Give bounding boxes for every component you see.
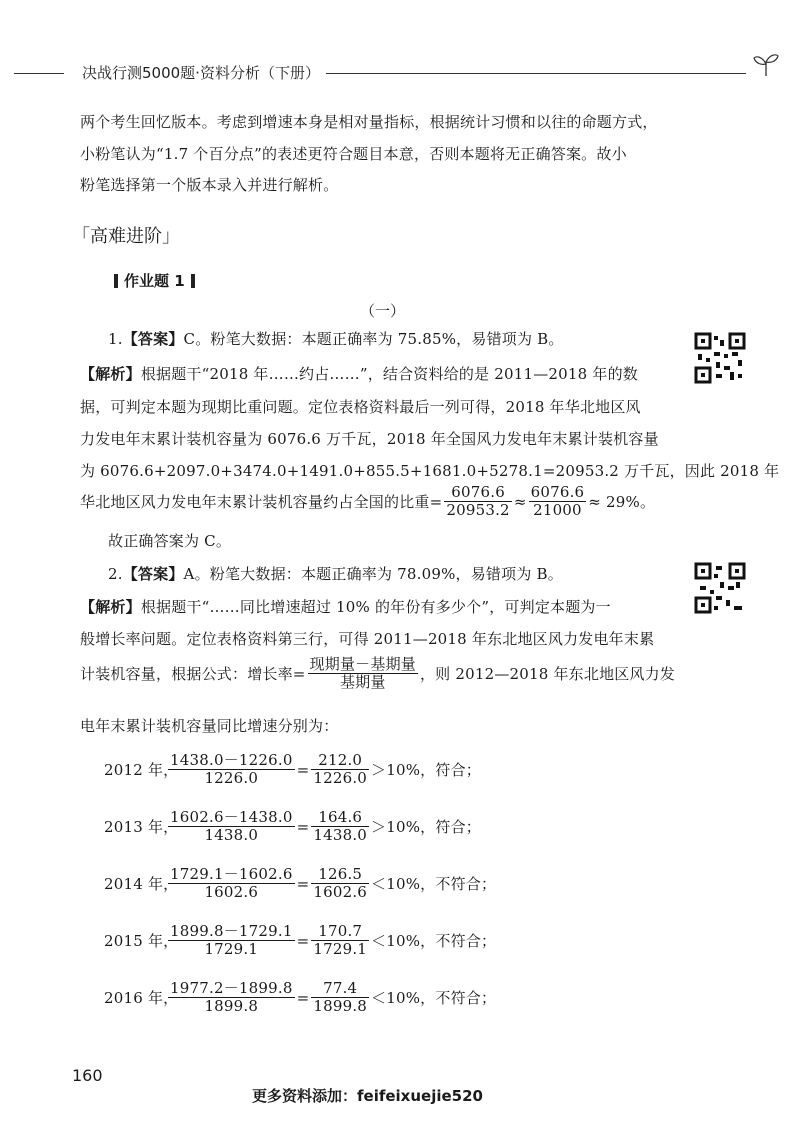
sprout-icon <box>752 52 780 78</box>
header-rule-left <box>14 73 64 74</box>
page-number: 160 <box>72 1066 103 1085</box>
q2-analysis-line-3: 计装机容量，根据公式：增长率= $\frac{\text{现期量－基期量}}{\text{基期量}}$ ，则 2012—2018 年东北地区风力发 <box>80 655 676 692</box>
section-title-text: 高难进阶 <box>90 226 162 247</box>
row-fraction-result: $\frac{212.0}{1226.0}$ <box>313 751 368 788</box>
qr-code-q2[interactable] <box>694 562 746 614</box>
growth-row: 2012 年， $\frac{1438.0-1226.0}{1226.0}$ = $\frac{212.0}{1226.0}$ ＞10%，符合； <box>104 751 481 788</box>
row-year: 2015 年， <box>104 931 179 950</box>
growth-row: 2014 年， $\frac{1729.1-1602.6}{1602.6}$ = $\frac{126.5}{1602.6}$ ＜10%，不符合； <box>104 865 497 902</box>
q1-analysis-line-1: 【解析】根据题干“2018 年……约占……”，结合资料给的是 2011—2018 年的数 <box>80 365 638 383</box>
qr-code-icon <box>694 332 746 384</box>
row-fraction-result: $\frac{164.6}{1438.0}$ <box>313 808 368 845</box>
page-header <box>14 60 784 86</box>
q2-analysis-line-1: 【解析】根据题干“……同比增速超过 10% 的年份有多少个”，可判定本题为一 <box>80 598 611 616</box>
row-fraction-diff: $\frac{1438.0-1226.0}{1226.0}$ <box>170 751 293 788</box>
row-comparison: ＜10%，不符合； <box>371 931 497 950</box>
row-comparison: ＞10%，符合； <box>371 760 481 779</box>
homework-title: 作业题 1 <box>108 270 201 291</box>
row-fraction-diff: $\frac{1899.8-1729.1}{1729.1}$ <box>170 922 293 959</box>
header-rule-right <box>314 73 746 74</box>
row-year: 2014 年， <box>104 874 179 893</box>
row-year: 2016 年， <box>104 988 179 1007</box>
title-bar-left <box>114 274 118 288</box>
row-comparison: ＜10%，不符合； <box>371 988 497 1007</box>
row-fraction-diff: $\frac{1602.6-1438.0}{1438.0}$ <box>170 808 293 845</box>
title-bar-right <box>191 274 195 288</box>
row-fraction-result: $\frac{126.5}{1602.6}$ <box>313 865 368 902</box>
q1-analysis-line-3: 力发电年末累计装机容量为 6076.6 万千瓦，2018 年全国风力发电年末累计装机容量 <box>80 430 659 448</box>
row-comparison: ＞10%，符合； <box>371 817 481 836</box>
qr-code-icon <box>694 562 746 614</box>
row-comparison: ＜10%，不符合； <box>371 874 497 893</box>
growth-row: 2016 年， $\frac{1977.2-1899.8}{1899.8}$ = $\frac{77.4}{1899.8}$ ＜10%，不符合； <box>104 979 497 1016</box>
growth-rate-formula: $\frac{\text{现期量－基期量}}{\text{基期量}}$ <box>309 655 416 692</box>
intro-line-2: 小粉笔认为“1.7 个百分点”的表述更符合题目本意，否则本题将无正确答案。故小 <box>80 145 627 163</box>
q2-answer: 2.【答案】A。粉笔大数据：本题正确率为 78.09%，易错项为 B。 <box>108 565 563 583</box>
growth-row: 2013 年， $\frac{1602.6-1438.0}{1438.0}$ = $\frac{164.6}{1438.0}$ ＞10%，符合； <box>104 808 481 845</box>
q1-fraction-1: $\frac{6076.6}{20953.2}$ <box>446 483 510 520</box>
q1-conclusion: 故正确答案为 C。 <box>108 532 232 550</box>
row-year: 2013 年， <box>104 817 179 836</box>
row-fraction-diff: $\frac{1729.1-1602.6}{1602.6}$ <box>170 865 293 902</box>
row-fraction-result: $\frac{77.4}{1899.8}$ <box>313 979 368 1016</box>
q1-fraction-2: $\frac{6076.6}{21000}$ <box>530 483 585 520</box>
header-title: 决战行测5000题·资料分析（下册） <box>76 62 326 83</box>
qr-code-q1[interactable] <box>694 332 746 384</box>
q1-answer: 1.【答案】C。粉笔大数据：本题正确率为 75.85%，易错项为 B。 <box>108 330 564 348</box>
intro-line-3: 粉笔选择第一个版本录入并进行解析。 <box>80 176 339 194</box>
q2-analysis-line-4: 电年末累计装机容量同比增速分别为： <box>80 717 339 735</box>
part-title: （一） <box>360 302 406 320</box>
footer-note: 更多资料添加：feifeixuejie520 <box>252 1087 483 1105</box>
q1-analysis-line-5: 华北地区风力发电年末累计装机容量约占全国的比重= $\frac{6076.6}{20953.2}$ ≈ $\frac{6076.6}{21000}$ ≈ 29%。 <box>80 483 656 520</box>
q2-analysis-line-2: 般增长率问题。定位表格资料第三行，可得 2011—2018 年东北地区风力发电年末累 <box>80 630 655 648</box>
section-title: 「高难进阶」 <box>72 226 180 247</box>
row-fraction-diff: $\frac{1977.2-1899.8}{1899.8}$ <box>170 979 293 1016</box>
q1-analysis-line-2: 据，可判定本题为现期比重问题。定位表格资料最后一列可得，2018 年华北地区风 <box>80 398 641 416</box>
q1-analysis-line-4: 为 6076.6+2097.0+3474.0+1491.0+855.5+1681.0+5278.1=20953.2 万千瓦，因此 2018 年 <box>80 462 780 480</box>
row-fraction-result: $\frac{170.7}{1729.1}$ <box>313 922 368 959</box>
growth-row: 2015 年， $\frac{1899.8-1729.1}{1729.1}$ = $\frac{170.7}{1729.1}$ ＜10%，不符合； <box>104 922 497 959</box>
intro-line-1: 两个考生回忆版本。考虑到增速本身是相对量指标，根据统计习惯和以往的命题方式， <box>80 113 658 131</box>
row-year: 2012 年， <box>104 760 179 779</box>
